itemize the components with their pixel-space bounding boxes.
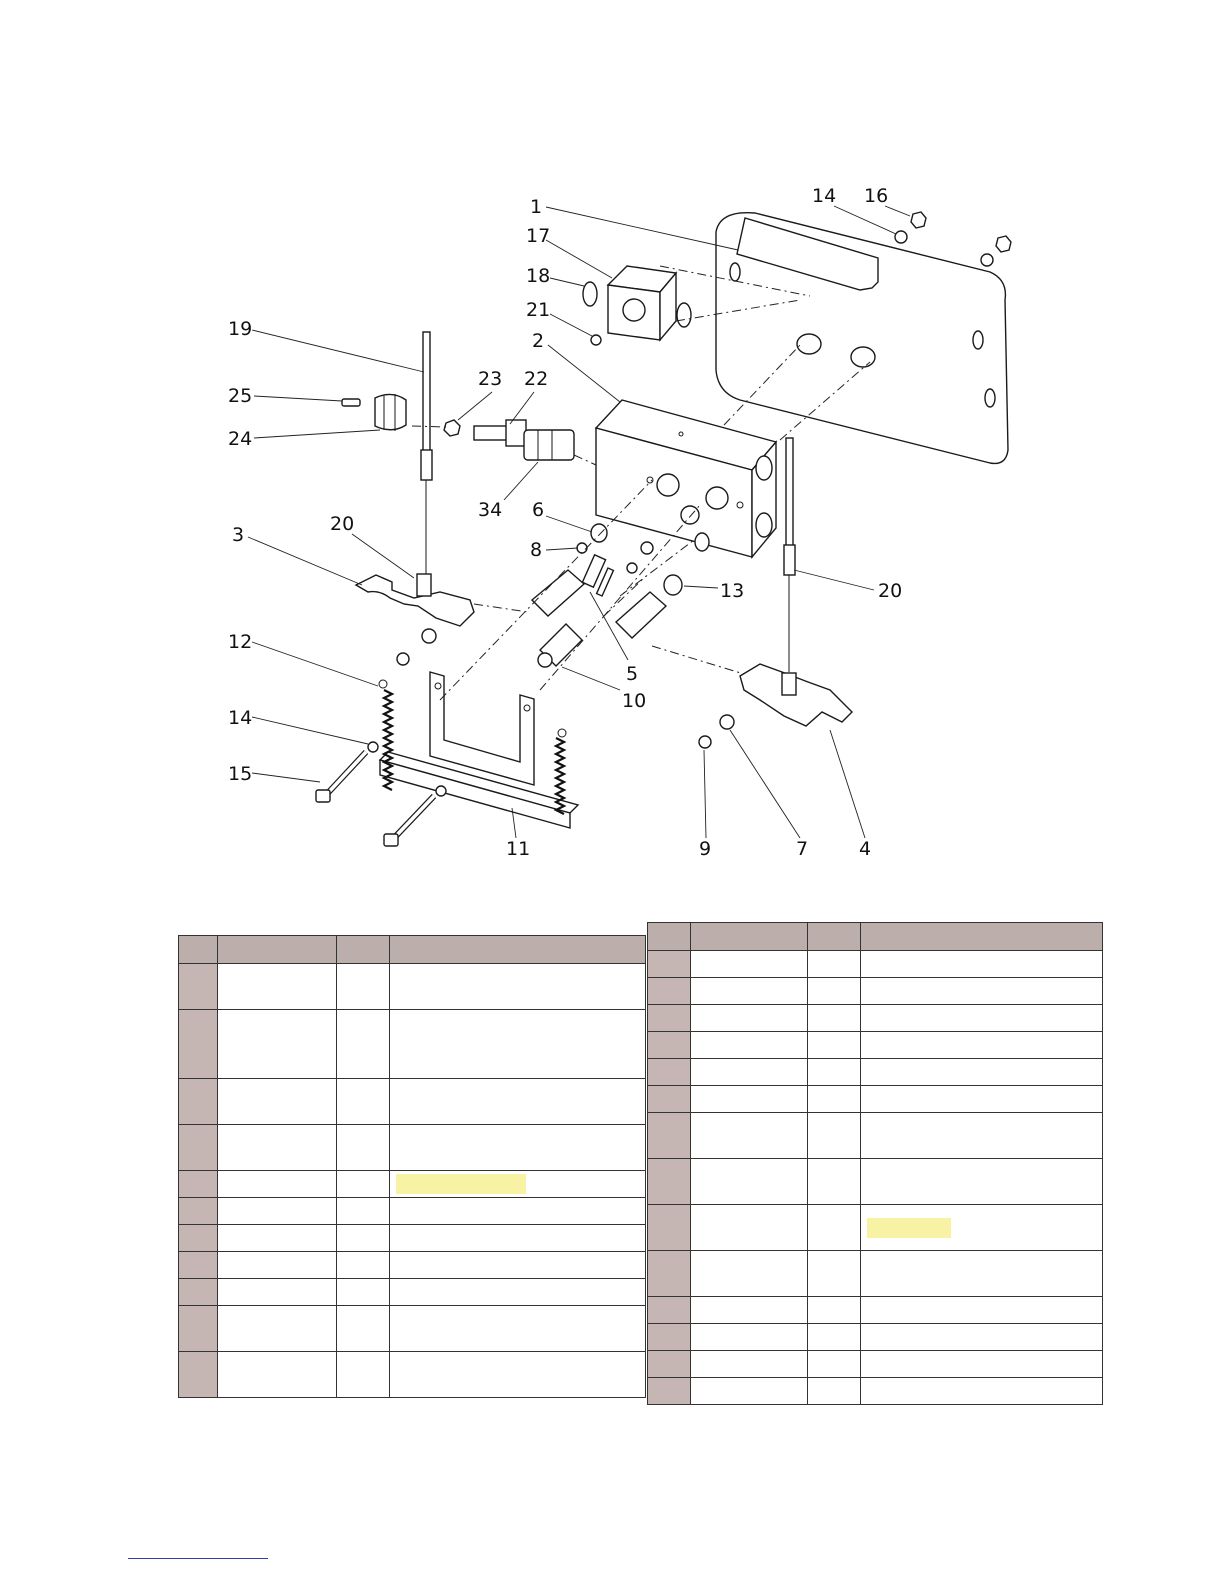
part-number-cell xyxy=(691,1032,808,1059)
callout-23: 23 xyxy=(478,368,503,390)
quantity-cell xyxy=(808,978,861,1005)
left-lever xyxy=(356,574,474,665)
part-number-cell xyxy=(691,1297,808,1324)
table-row xyxy=(179,1225,646,1252)
callout-3: 3 xyxy=(232,524,245,546)
part-number-cell xyxy=(691,1159,808,1205)
callout-21: 21 xyxy=(526,299,551,321)
description-cell xyxy=(861,1113,1103,1159)
description-cell xyxy=(861,1324,1103,1351)
part-number-cell xyxy=(691,1324,808,1351)
item-number-cell xyxy=(648,1378,691,1405)
description-cell xyxy=(861,978,1103,1005)
item-number-cell xyxy=(179,964,218,1010)
item-number-cell xyxy=(179,1198,218,1225)
quantity-cell xyxy=(337,1079,390,1125)
callout-16: 16 xyxy=(864,185,889,207)
quantity-cell xyxy=(337,1279,390,1306)
description-cell xyxy=(861,1351,1103,1378)
item-number-cell xyxy=(648,951,691,978)
part-number-cell xyxy=(218,1171,337,1198)
quantity-cell xyxy=(337,1352,390,1398)
highlight-mark xyxy=(867,1218,951,1238)
description-cell xyxy=(861,1205,1103,1251)
table-header-row xyxy=(179,936,646,964)
callout-11: 11 xyxy=(506,838,531,860)
quantity-cell xyxy=(808,1378,861,1405)
item-number-cell xyxy=(648,1032,691,1059)
callout-12: 12 xyxy=(228,631,253,653)
item-number-cell xyxy=(179,1079,218,1125)
quantity-cell xyxy=(808,1113,861,1159)
table-row xyxy=(179,1352,646,1398)
quantity-cell xyxy=(337,1306,390,1352)
callout-14-top: 14 xyxy=(812,185,837,207)
item-number-cell xyxy=(648,1324,691,1351)
highlight-mark xyxy=(396,1174,526,1194)
part-number-cell xyxy=(691,1251,808,1297)
part-number-cell xyxy=(218,1198,337,1225)
table-row xyxy=(179,1279,646,1306)
bracket xyxy=(380,672,578,828)
part-number-cell xyxy=(218,1352,337,1398)
part-number-cell xyxy=(691,1205,808,1251)
callout-6: 6 xyxy=(532,499,545,521)
table-row xyxy=(648,1059,1103,1086)
quantity-cell xyxy=(808,1251,861,1297)
callout-34: 34 xyxy=(478,499,503,521)
description-cell xyxy=(861,951,1103,978)
callout-2: 2 xyxy=(532,330,545,352)
description-cell xyxy=(861,1297,1103,1324)
quantity-cell xyxy=(808,951,861,978)
description-cell xyxy=(861,1032,1103,1059)
quantity-cell xyxy=(808,1005,861,1032)
callout-25: 25 xyxy=(228,385,253,407)
quantity-cell xyxy=(337,1010,390,1079)
table-row xyxy=(179,1306,646,1352)
callout-13: 13 xyxy=(720,580,745,602)
quantity-cell xyxy=(808,1032,861,1059)
item-number-cell xyxy=(179,1125,218,1171)
item-number-cell xyxy=(648,1086,691,1113)
callout-8: 8 xyxy=(530,539,543,561)
header-cell xyxy=(861,923,1103,951)
quantity-cell xyxy=(808,1159,861,1205)
part-number-cell xyxy=(218,964,337,1010)
item-number-cell xyxy=(648,978,691,1005)
table-row xyxy=(648,1297,1103,1324)
quantity-cell xyxy=(337,1171,390,1198)
description-cell xyxy=(390,1279,646,1306)
callout-20-right: 20 xyxy=(878,580,903,602)
header-cell xyxy=(179,936,218,964)
quantity-cell xyxy=(808,1059,861,1086)
part-number-cell xyxy=(218,1125,337,1171)
callout-15: 15 xyxy=(228,763,253,785)
adjustment-knob xyxy=(342,394,406,431)
item-number-cell xyxy=(179,1279,218,1306)
table-row xyxy=(648,1032,1103,1059)
quantity-cell xyxy=(808,1086,861,1113)
header-cell xyxy=(648,923,691,951)
callout-9: 9 xyxy=(699,838,712,860)
table-row xyxy=(648,1159,1103,1205)
item-number-cell xyxy=(648,1205,691,1251)
part-number-cell xyxy=(218,1225,337,1252)
callout-1: 1 xyxy=(530,196,543,218)
callout-24: 24 xyxy=(228,428,253,450)
cartridge-valve xyxy=(444,420,574,460)
table-row xyxy=(648,1005,1103,1032)
quantity-cell xyxy=(808,1351,861,1378)
part-number-cell xyxy=(218,1306,337,1352)
part-number-cell xyxy=(218,1252,337,1279)
part-number-cell xyxy=(691,978,808,1005)
callout-17: 17 xyxy=(526,225,551,247)
item-number-cell xyxy=(179,1171,218,1198)
table-row xyxy=(179,964,646,1010)
quantity-cell xyxy=(337,1252,390,1279)
part-number-cell xyxy=(691,1059,808,1086)
table-row xyxy=(179,1198,646,1225)
quantity-cell xyxy=(808,1297,861,1324)
table-row xyxy=(179,1252,646,1279)
callout-20-left: 20 xyxy=(330,513,355,535)
item-number-cell xyxy=(648,1005,691,1032)
item-number-cell xyxy=(179,1306,218,1352)
description-cell xyxy=(390,1079,646,1125)
part-number-cell xyxy=(691,1086,808,1113)
mounting-plate xyxy=(716,213,1008,464)
item-number-cell xyxy=(648,1297,691,1324)
description-cell xyxy=(861,1059,1103,1086)
table-row xyxy=(648,1324,1103,1351)
part-number-cell xyxy=(691,1113,808,1159)
callout-10: 10 xyxy=(622,690,647,712)
part-number-cell xyxy=(691,1378,808,1405)
item-number-cell xyxy=(648,1059,691,1086)
callout-14-bottom: 14 xyxy=(228,707,253,729)
description-cell xyxy=(390,1352,646,1398)
part-number-cell xyxy=(218,1279,337,1306)
callout-7: 7 xyxy=(796,838,809,860)
description-cell xyxy=(390,1171,646,1198)
table-row xyxy=(648,1205,1103,1251)
part-number-cell xyxy=(691,951,808,978)
quantity-cell xyxy=(337,1198,390,1225)
bolts xyxy=(316,742,446,846)
quantity-cell xyxy=(808,1324,861,1351)
callout-22: 22 xyxy=(524,368,549,390)
right-lever xyxy=(699,664,852,748)
header-cell xyxy=(808,923,861,951)
table-row xyxy=(648,951,1103,978)
description-cell xyxy=(861,1378,1103,1405)
quantity-cell xyxy=(808,1205,861,1251)
table-row xyxy=(648,1113,1103,1159)
parts-table-left xyxy=(178,935,646,1398)
parts-table-right xyxy=(647,922,1103,1405)
right-rod xyxy=(784,438,795,672)
item-number-cell xyxy=(179,1352,218,1398)
callout-4: 4 xyxy=(859,838,872,860)
table-row xyxy=(648,1251,1103,1297)
part-number-cell xyxy=(218,1010,337,1079)
quantity-cell xyxy=(337,964,390,1010)
table-row xyxy=(648,1351,1103,1378)
item-number-cell xyxy=(179,1225,218,1252)
item-number-cell xyxy=(179,1252,218,1279)
part-number-cell xyxy=(691,1351,808,1378)
description-cell xyxy=(390,1252,646,1279)
valve-spools xyxy=(532,570,666,667)
description-cell xyxy=(861,1159,1103,1205)
item-number-cell xyxy=(179,1010,218,1079)
callout-18: 18 xyxy=(526,265,551,287)
footnote-link-line xyxy=(128,1558,268,1559)
callout-19: 19 xyxy=(228,318,253,340)
left-rod xyxy=(421,332,432,575)
header-cell xyxy=(390,936,646,964)
item-number-cell xyxy=(648,1251,691,1297)
description-cell xyxy=(390,1198,646,1225)
quantity-cell xyxy=(337,1225,390,1252)
quantity-cell xyxy=(337,1125,390,1171)
header-cell xyxy=(691,923,808,951)
port-block xyxy=(583,266,691,345)
description-cell xyxy=(390,964,646,1010)
header-cell xyxy=(337,936,390,964)
part-number-cell xyxy=(691,1005,808,1032)
description-cell xyxy=(861,1005,1103,1032)
description-cell xyxy=(390,1125,646,1171)
table-row xyxy=(179,1171,646,1198)
description-cell xyxy=(861,1086,1103,1113)
table-row xyxy=(179,1079,646,1125)
description-cell xyxy=(390,1010,646,1079)
table-row xyxy=(179,1010,646,1079)
table-row xyxy=(179,1125,646,1171)
callout-5: 5 xyxy=(626,663,639,685)
table-row xyxy=(648,978,1103,1005)
header-cell xyxy=(218,936,337,964)
table-row xyxy=(648,1378,1103,1405)
item-number-cell xyxy=(648,1113,691,1159)
table-header-row xyxy=(648,923,1103,951)
part-number-cell xyxy=(218,1079,337,1125)
manifold-block xyxy=(596,400,776,557)
table-row xyxy=(648,1086,1103,1113)
description-cell xyxy=(861,1251,1103,1297)
item-number-cell xyxy=(648,1159,691,1205)
item-number-cell xyxy=(648,1351,691,1378)
description-cell xyxy=(390,1306,646,1352)
description-cell xyxy=(390,1225,646,1252)
